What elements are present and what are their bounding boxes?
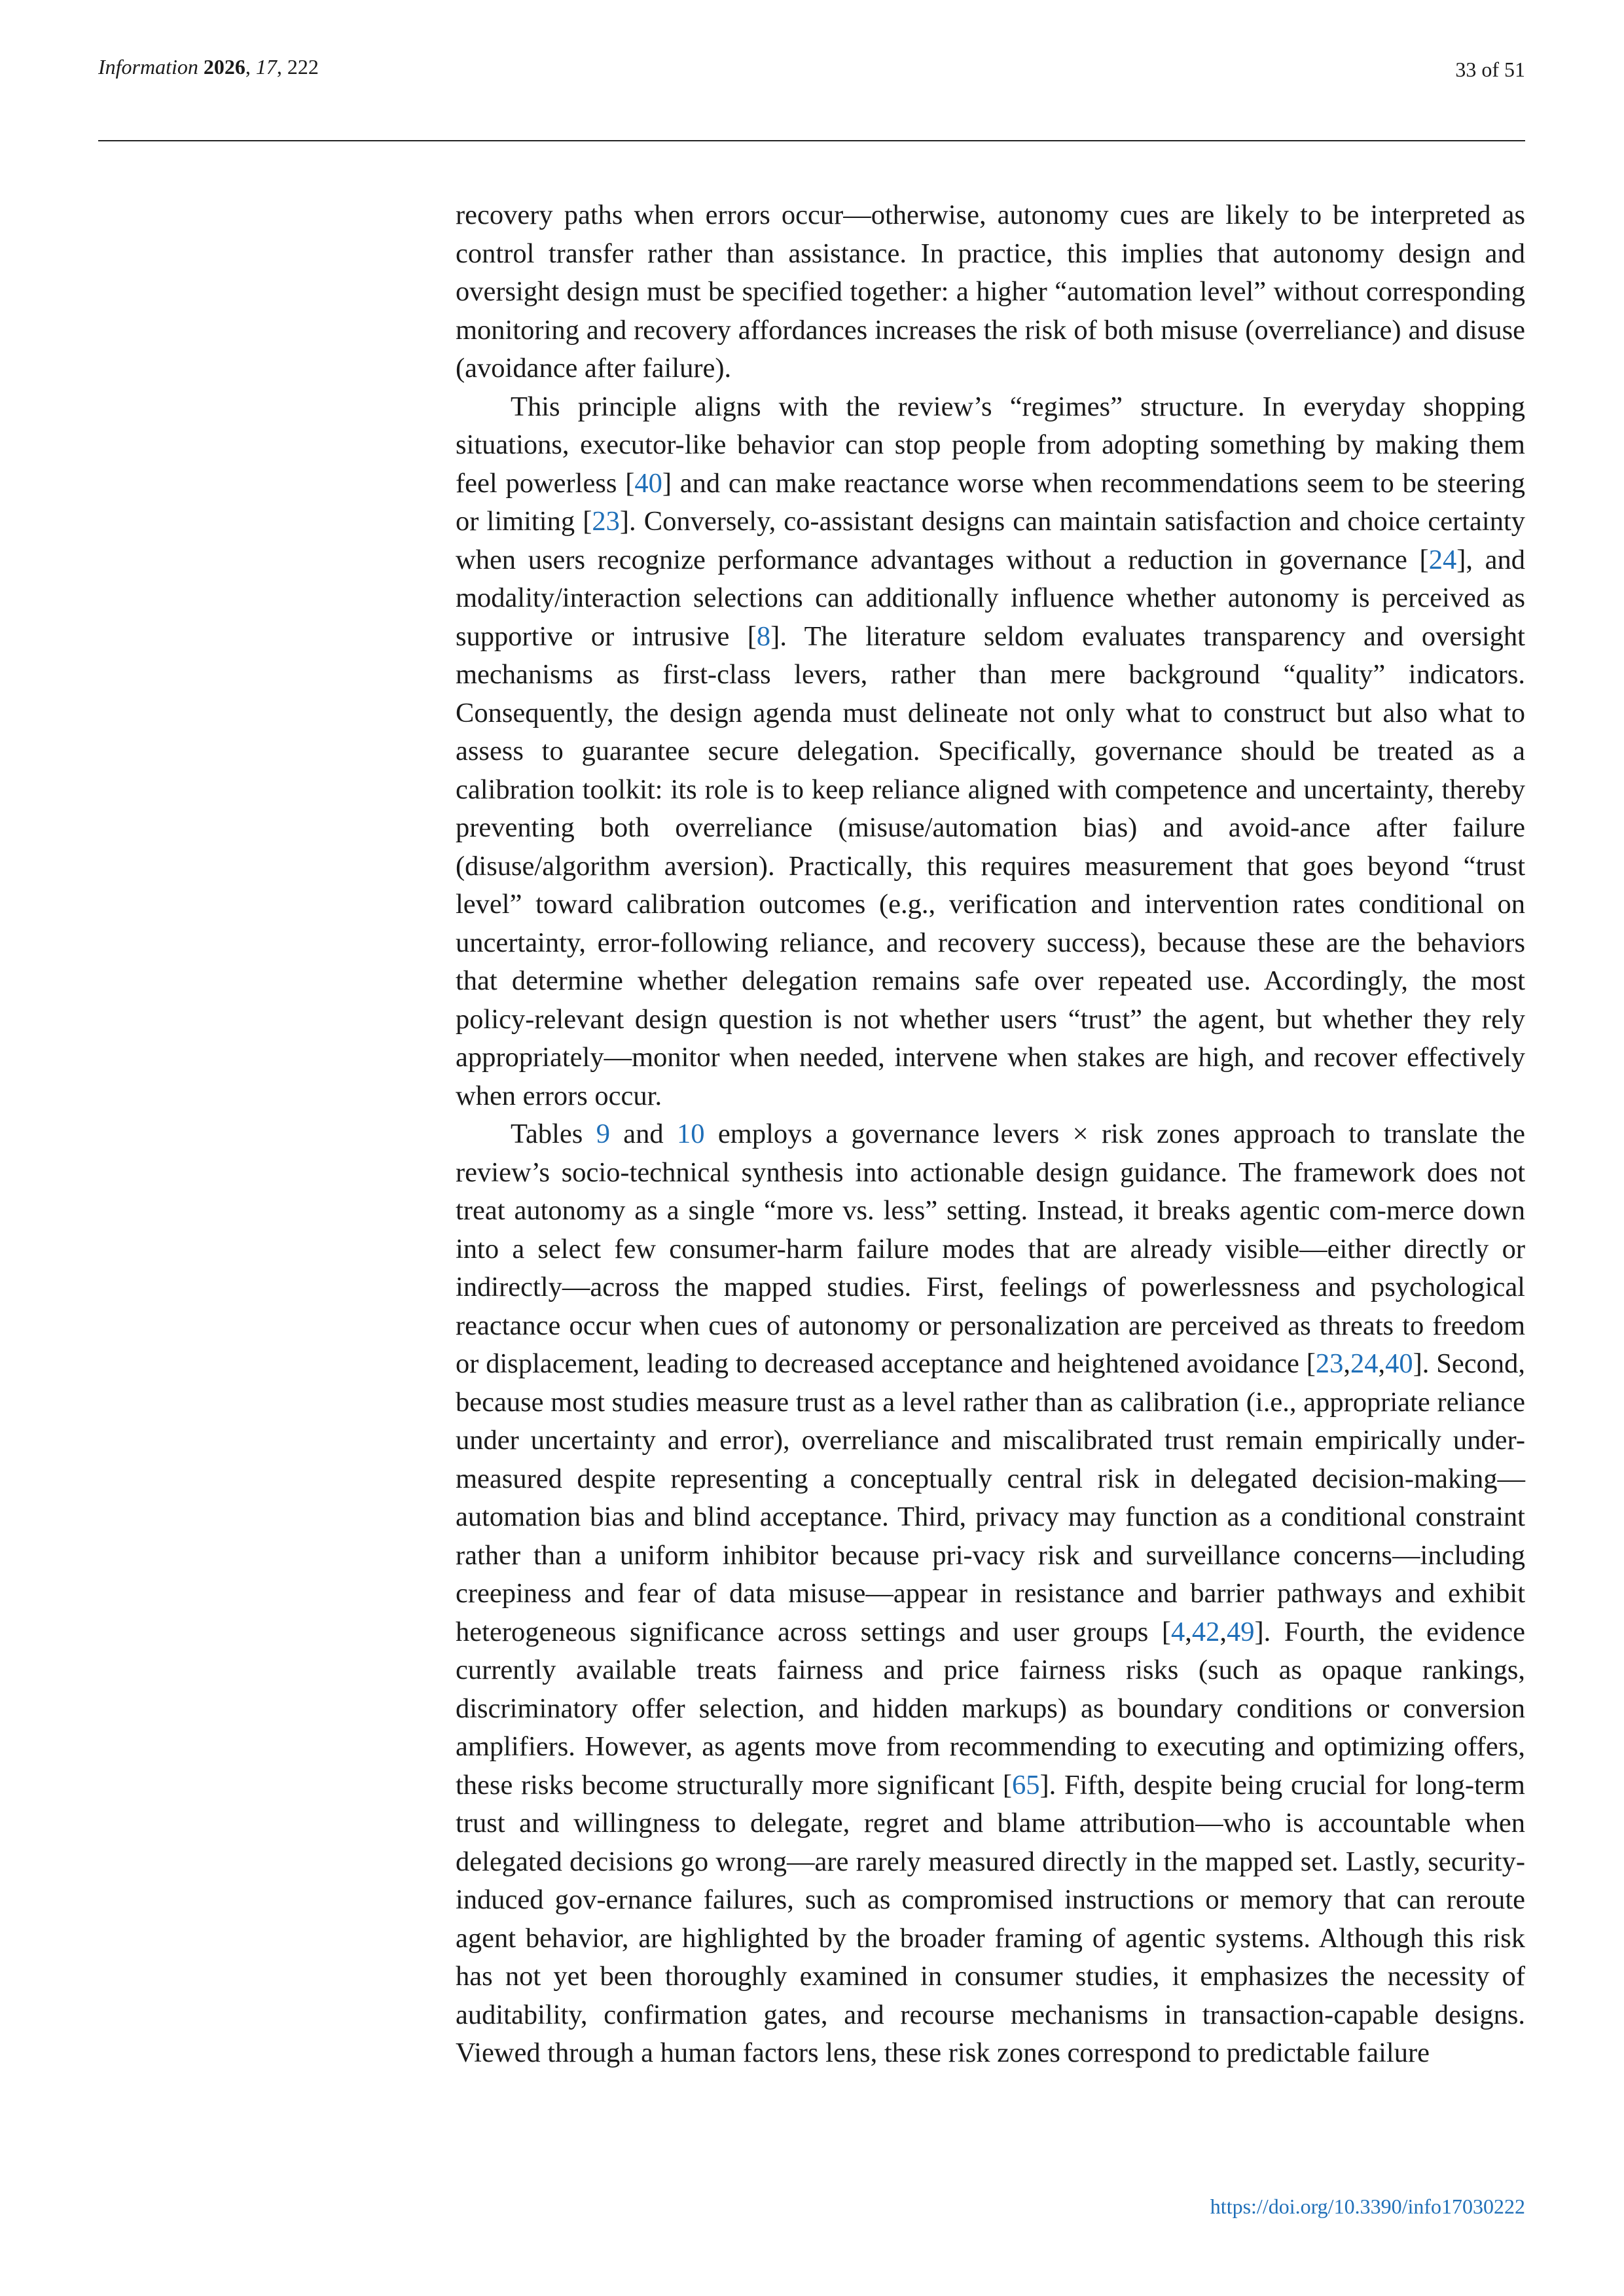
paragraph-text: and [609,1119,677,1149]
citation-link[interactable]: 65 [1012,1769,1040,1801]
paragraph-text: , [1378,1348,1386,1379]
paragraph-text: ]. Fourth, the evidence currently available treats fairness and price fairness risks (such as opaque rankings, discriminatory offer selection, and hidden markups) as boundary conditions or conversion amplifiers. However, as agents move from recommending to executing and optimizing offers, these risks become structurally more significant [ [456,1616,1525,1801]
citation-link[interactable]: 24 [1428,544,1457,575]
citation-link[interactable]: 23 [1315,1348,1344,1379]
article-number: 222 [287,55,319,79]
citation-link[interactable]: 10 [677,1119,705,1149]
citation-link[interactable]: 42 [1191,1616,1220,1647]
paragraph-text: , [1185,1616,1192,1647]
journal-citation: Information 2026, 17, 222 [98,55,319,79]
doi-link[interactable]: https://doi.org/10.3390/info17030222 [1210,2195,1525,2218]
paragraph-text: employs a governance levers × risk zones approach to translate the review’s socio-technical synthesis into actionable design guidance. The framework does not treat autonomy as a single “more vs. less” setting. Instead, it breaks agentic com-merce down into a select few consumer-harm failure modes that are already visible—either directly or indirectly—across the mapped studies. First, feelings of powerlessness and psychological reactance occur when cues of autonomy or personalization are perceived as threats to freedom or displacement, leading to decreased acceptance and heightened avoidance [ [456,1119,1525,1379]
paragraph [456,1115,1525,2073]
paragraph-text: ]. Second, because most studies measure trust as a level rather than as calibration (i.e., appropriate reliance under uncertainty and error), overreliance and miscalibrated trust remain empirically under-measured despite representing a conceptually central risk in delegated decision-making—automation bias and blind acceptance. Third, privacy may function as a conditional constraint rather than a uniform inhibitor because pri-vacy risk and surveillance concerns—including creepiness and fear of data misuse—appear in resistance and barrier pathways and exhibit heterogeneous significance across settings and user groups [ [456,1348,1525,1647]
paragraph [456,196,1525,388]
paragraph-text: This principle aligns with the review’s “regimes” structure. In everyday shopping situations, executor-like behavior can stop people from adopting something by making them feel powerless [ [456,391,1525,499]
article-body [456,196,1525,2073]
paragraph-text: , [1219,1616,1227,1647]
paragraph-text: ]. Fifth, despite being crucial for long-term trust and willingness to delegate, regret and blame attribution—who is accountable when delegated decisions go wrong—are rarely measured directly in the mapped set. Lastly, security-induced gov-ernance failures, such as compromised instructions or memory that can reroute agent behavior, are highlighted by the broader framing of agentic systems. Although this risk has not yet been thoroughly examined in consumer studies, it emphasizes the necessity of auditability, confirmation gates, and recourse mechanisms in transaction-capable designs. Viewed through a human factors lens, these risk zones correspond to predictable failure [456,1769,1525,2068]
citation-link[interactable]: 40 [1385,1348,1413,1379]
paragraph-text: ]. Conversely, co-assistant designs can maintain satisfaction and choice certainty when users recognize performance advantages without a reduction in governance [ [456,506,1526,575]
journal-name: Information [98,55,198,79]
paragraph-text: ] and can make reactance worse when recommendations seem to be steering or limiting [ [456,467,1525,537]
citation-link[interactable]: 4 [1171,1616,1185,1647]
citation-link[interactable]: 24 [1350,1348,1379,1379]
header-rule [98,140,1525,141]
citation-link[interactable]: 40 [634,467,662,499]
paragraph-text: , [1343,1348,1351,1379]
journal-year: 2026 [203,55,245,79]
citation-link[interactable]: 8 [756,620,771,652]
paragraph-text: ]. The literature seldom evaluates transparency and oversight mechanisms as first-class levers, rather than mere background “quality” indicators. Consequently, the design agenda must delineate not only what to construct but also what to assess to guarantee secure delegation. Specifically, governance should be treated as a calibration toolkit: its role is to keep reliance aligned with competence and uncertainty, thereby preventing both overreliance (misuse/automation bias) and avoid-ance after failure (disuse/algorithm aversion). Practically, this requires measurement that goes beyond “trust level” toward calibration outcomes (e.g., verification and intervention rates conditional on uncertainty, error-following reliance, and recovery success), because these are the behaviors that determine whether delegation remains safe over repeated use. Accordingly, the most policy-relevant design question is not whether users “trust” the agent, but whether they rely appropriately—monitor when needed, intervene when stakes are high, and recover effectively when errors occur. [456,620,1525,1111]
journal-volume: 17 [255,55,277,79]
paragraph-text: recovery paths when errors occur—otherwise, autonomy cues are likely to be interpreted as control transfer rather than assistance. In practice, this implies that autonomy design and oversight design must be specified together: a higher “automation level” without corresponding monitoring and recovery affordances increases the risk of both misuse (overreliance) and disuse (avoidance after failure). [456,200,1525,384]
citation-link[interactable]: 9 [596,1119,610,1149]
citation-link[interactable]: 49 [1227,1616,1255,1647]
page-header [98,51,1525,90]
paragraph-text: ], and modality/interaction selections can additionally influence whether autonomy is perceived as supportive or intrusive [ [456,544,1525,652]
citation-link[interactable]: 23 [592,506,620,537]
page-number: 33 of 51 [1455,58,1525,81]
paragraph [456,388,1525,1116]
paragraph-text: Tables [511,1119,596,1149]
